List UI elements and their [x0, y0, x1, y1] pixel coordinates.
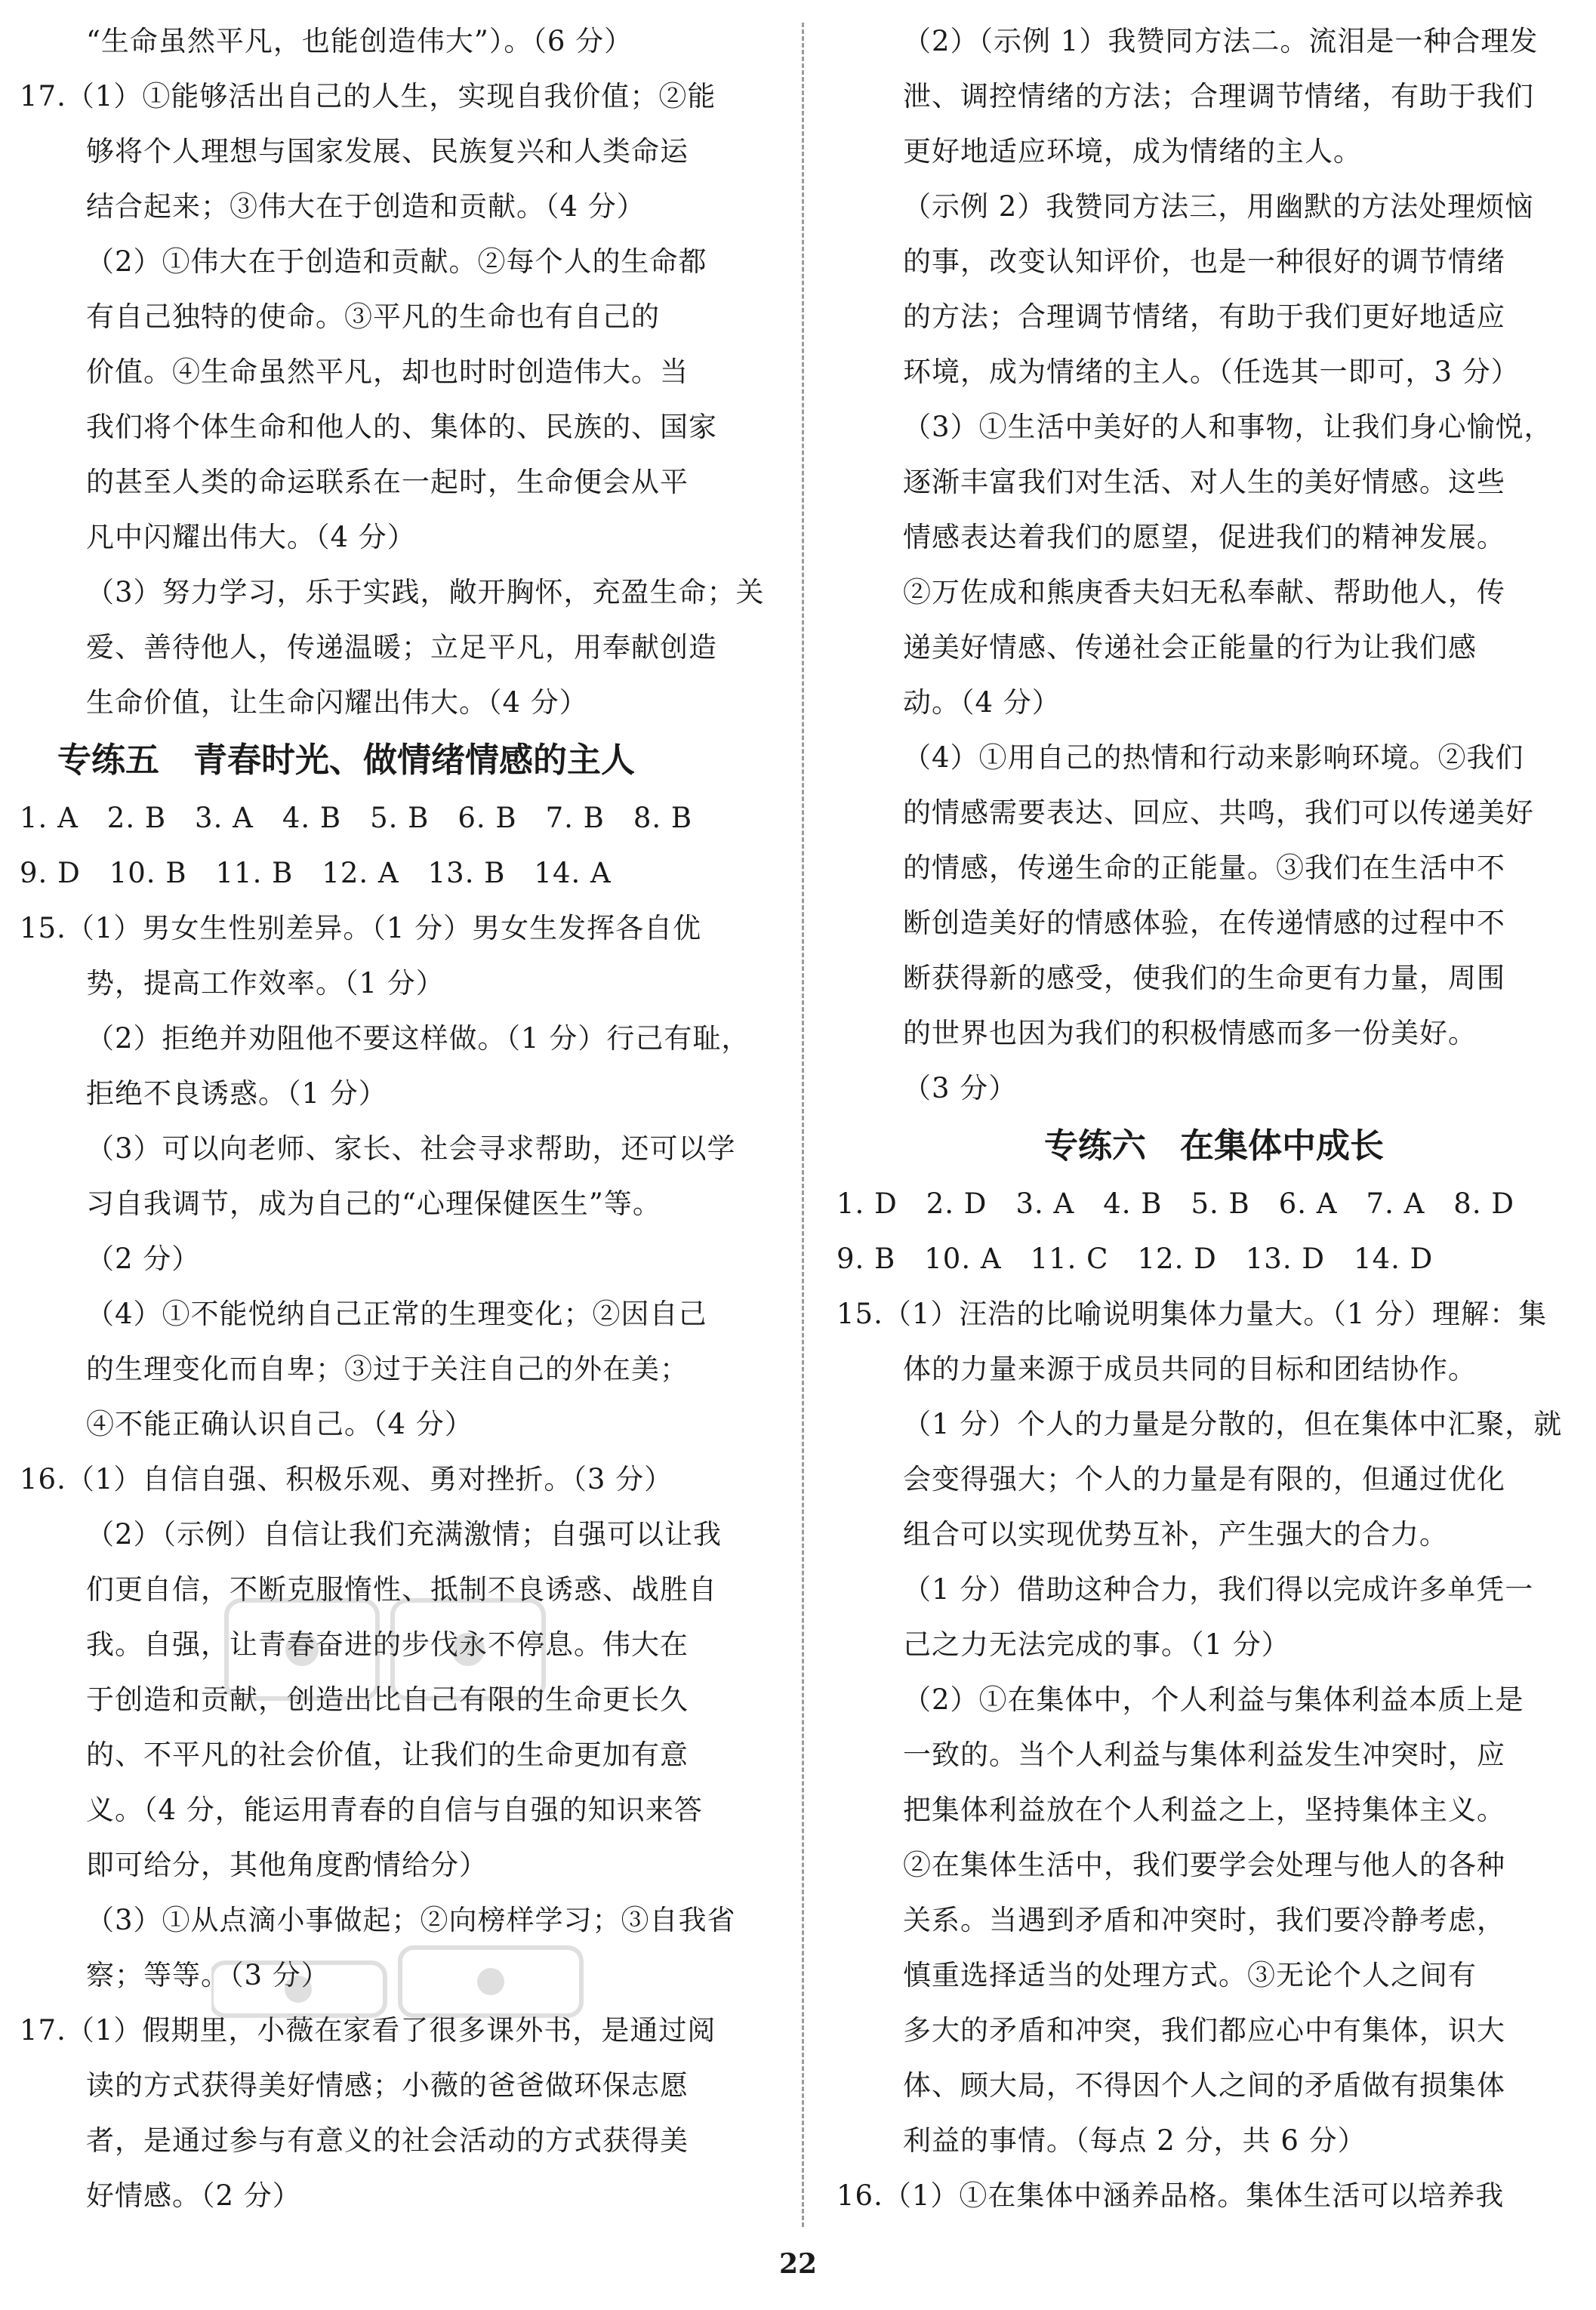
section-heading: 专练五 青春时光、做情绪情感的主人 [57, 740, 636, 780]
answer-line: 9. B 10. A 11. C 12. D 13. D 14. D [837, 1243, 1434, 1275]
answer-line: （3）①从点滴小事做起；②向榜样学习；③自我省 [86, 1904, 736, 1936]
answer-line: （2）拒绝并劝阻他不要这样做。（1 分）行己有耻， [86, 1022, 750, 1055]
answer-line: 我。自强，让青春奋进的步伐永不停息。伟大在 [86, 1628, 689, 1661]
answer-line: 断创造美好的情感体验，在传递情感的过程中不 [903, 907, 1505, 939]
answer-line: 有自己独特的使命。③平凡的生命也有自己的 [86, 300, 660, 333]
answer-line: 16.（1）①在集体中涵养品格。集体生活可以培养我 [837, 2179, 1505, 2212]
answer-line: 们更自信，不断克服惰性、抵制不良诱惑、战胜自 [86, 1573, 717, 1606]
answer-line: 义。（4 分，能运用青春的自信与自强的知识来答 [86, 1794, 703, 1826]
answer-line: 9. D 10. B 11. B 12. A 13. B 14. A [20, 857, 612, 889]
answer-line: “生命虽然平凡，也能创造伟大”）。（6 分） [86, 25, 633, 57]
answer-line: （2）（示例 1）我赞同方法二。流泪是一种合理发 [903, 25, 1539, 57]
answer-line: 的生理变化而自卑；③过于关注自己的外在美； [86, 1353, 689, 1385]
answer-line: 慎重选择适当的处理方式。③无论个人之间有 [903, 1959, 1477, 1991]
answer-line: （3）努力学习，乐于实践，敞开胸怀，充盈生命；关 [86, 576, 765, 608]
answer-line: 的情感需要表达、回应、共鸣，我们可以传递美好 [903, 796, 1534, 829]
answer-line: 环境，成为情绪的主人。（任选其一即可，3 分） [903, 356, 1520, 388]
answer-line: 己之力无法完成的事。（1 分） [903, 1628, 1290, 1661]
answer-line: 凡中闪耀出伟大。（4 分） [86, 521, 416, 553]
answer-line: 把集体利益放在个人利益之上，坚持集体主义。 [903, 1794, 1505, 1826]
answer-line: 关系。当遇到矛盾和冲突时，我们要冷静考虑， [903, 1904, 1505, 1936]
answer-line: 体、顾大局，不得因个人之间的矛盾做有损集体 [903, 2069, 1505, 2102]
answer-line: ②在集体生活中，我们要学会处理与他人的各种 [903, 1849, 1505, 1881]
answer-line: 1. A 2. B 3. A 4. B 5. B 6. B 7. B 8. B [20, 802, 693, 834]
answer-line: 的甚至人类的命运联系在一起时，生命便会从平 [86, 466, 689, 498]
answer-line: 即可给分，其他角度酌情给分） [86, 1849, 488, 1881]
answer-line: （1 分）个人的力量是分散的，但在集体中汇聚，就 [903, 1408, 1563, 1440]
answer-line: 价值。④生命虽然平凡，却也时时创造伟大。当 [86, 356, 689, 388]
answer-line: （2 分） [86, 1243, 201, 1275]
left-column [20, 14, 790, 2223]
answer-line: 拒绝不良诱惑。（1 分） [86, 1077, 387, 1110]
answer-line: 生命价值，让生命闪耀出伟大。（4 分） [86, 686, 588, 719]
answer-line: 16.（1）自信自强、积极乐观、勇对挫折。（3 分） [20, 1463, 673, 1495]
answer-line: 者，是通过参与有意义的社会活动的方式获得美 [86, 2124, 689, 2157]
answer-line: （3 分） [903, 1072, 1018, 1104]
answer-line: （3）可以向老师、家长、社会寻求帮助，还可以学 [86, 1132, 736, 1165]
answer-line: （2）（示例）自信让我们充满激情；自强可以让我 [86, 1518, 723, 1551]
answer-line: 体的力量来源于成员共同的目标和团结协作。 [903, 1353, 1477, 1385]
answer-line: 情感表达着我们的愿望，促进我们的精神发展。 [903, 521, 1505, 553]
answer-line: 断获得新的感受，使我们的生命更有力量，周围 [903, 962, 1505, 994]
answer-line: 好情感。（2 分） [86, 2179, 301, 2212]
answer-line: （4）①不能悦纳自己正常的生理变化；②因自己 [86, 1298, 707, 1330]
answer-line: 察；等等。（3 分） [86, 1959, 330, 1991]
answer-line: （2）①伟大在于创造和贡献。②每个人的生命都 [86, 245, 707, 278]
answer-line: ④不能正确认识自己。（4 分） [86, 1408, 473, 1440]
answer-line: 动。（4 分） [903, 686, 1061, 719]
answer-line: 15.（1）男女生性别差异。（1 分）男女生发挥各自优 [20, 912, 702, 944]
answer-line: 于创造和贡献，创造出比自己有限的生命更长久 [86, 1683, 689, 1716]
answer-line: 势，提高工作效率。（1 分） [86, 967, 445, 999]
answer-line: 递美好情感、传递社会正能量的行为让我们感 [903, 631, 1477, 664]
answer-line: （1 分）借助这种合力，我们得以完成许多单凭一 [903, 1573, 1534, 1606]
answer-line: （4）①用自己的热情和行动来影响环境。②我们 [903, 741, 1524, 774]
answer-line: 爱、善待他人，传递温暖；立足平凡，用奉献创造 [86, 631, 717, 664]
right-column [837, 14, 1591, 2223]
answer-line: （示例 2）我赞同方法三，用幽默的方法处理烦恼 [903, 190, 1534, 223]
answer-line: （2）①在集体中，个人利益与集体利益本质上是 [903, 1683, 1524, 1716]
answer-line: 利益的事情。（每点 2 分，共 6 分） [903, 2124, 1366, 2157]
answer-line: 更好地适应环境，成为情绪的主人。 [903, 135, 1362, 168]
answer-line: 我们将个体生命和他人的、集体的、民族的、国家 [86, 411, 717, 443]
answer-line: 1. D 2. D 3. A 4. B 5. B 6. A 7. A 8. D [837, 1187, 1515, 1220]
answer-line: 一致的。当个人利益与集体利益发生冲突时，应 [903, 1739, 1505, 1771]
answer-line: （3）①生活中美好的人和事物，让我们身心愉悦， [903, 411, 1553, 443]
answer-line: 逐渐丰富我们对生活、对人生的美好情感。这些 [903, 466, 1505, 498]
answer-line: 的方法；合理调节情绪，有助于我们更好地适应 [903, 300, 1505, 333]
answer-line: 的事，改变认知评价，也是一种很好的调节情绪 [903, 245, 1505, 278]
answer-line: 会变得强大；个人的力量是有限的，但通过优化 [903, 1463, 1505, 1495]
answer-line: 习自我调节，成为自己的“心理保健医生”等。 [86, 1187, 661, 1220]
answer-line: 17.（1）假期里，小薇在家看了很多课外书，是通过阅 [20, 2014, 716, 2047]
answer-line: 够将个人理想与国家发展、民族复兴和人类命运 [86, 135, 689, 168]
answer-line: 17.（1）①能够活出自己的人生，实现自我价值；②能 [20, 80, 716, 112]
column-divider [802, 23, 804, 2227]
section-heading: 专练六 在集体中成长 [1043, 1126, 1384, 1166]
answer-line: 的情感，传递生命的正能量。③我们在生活中不 [903, 852, 1505, 884]
answer-line: 多大的矛盾和冲突，我们都应心中有集体，识大 [903, 2014, 1505, 2047]
answer-line: 15.（1）汪浩的比喻说明集体力量大。（1 分）理解：集 [837, 1298, 1548, 1330]
answer-line: 读的方式获得美好情感；小薇的爸爸做环保志愿 [86, 2069, 689, 2102]
answer-line: 的世界也因为我们的积极情感而多一份美好。 [903, 1017, 1477, 1049]
answer-line: 组合可以实现优势互补，产生强大的合力。 [903, 1518, 1448, 1551]
answer-line: 结合起来；③伟大在于创造和贡献。（4 分） [86, 190, 645, 223]
answer-line: 的、不平凡的社会价值，让我们的生命更加有意 [86, 1739, 689, 1771]
page-number: 22 [778, 2248, 818, 2280]
answer-line: ②万佐成和熊庚香夫妇无私奉献、帮助他人，传 [903, 576, 1505, 608]
answer-line: 泄、调控情绪的方法；合理调节情绪，有助于我们 [903, 80, 1534, 112]
